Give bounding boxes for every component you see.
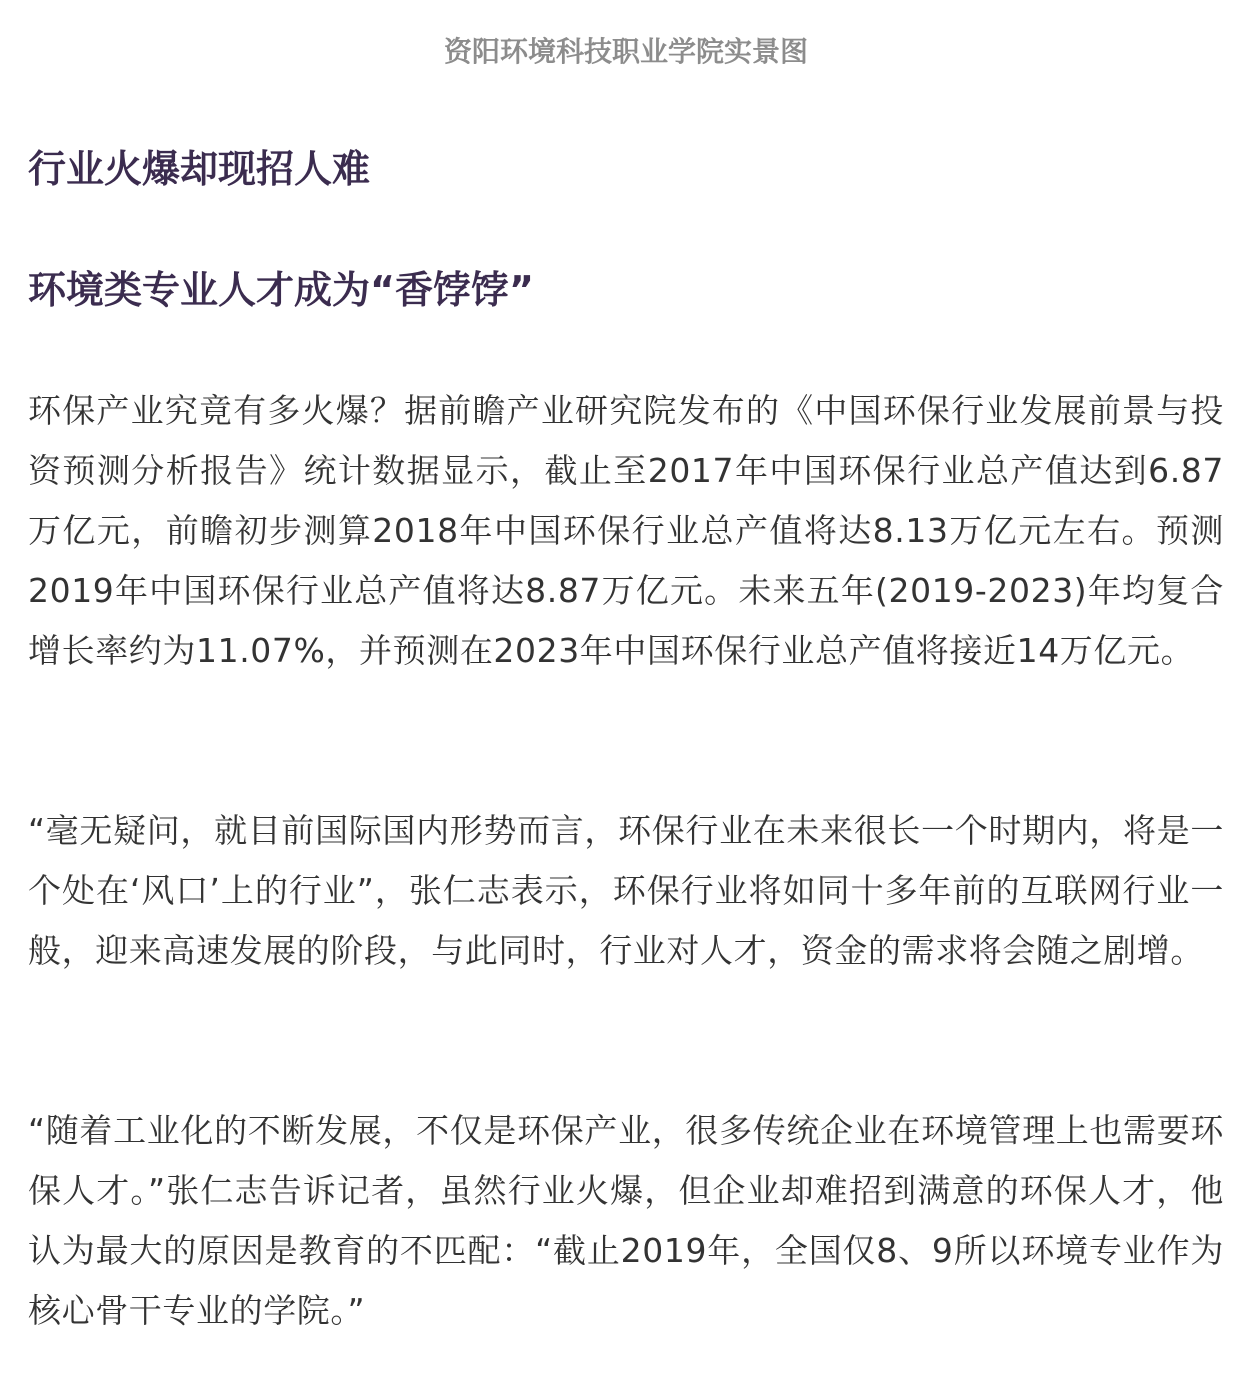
paragraph-quote-outlook: “毫无疑问，就目前国际国内形势而言，环保行业在未来很长一个时期内，将是一个处在‘风口’上的行业”，张仁志表示，环保行业将如同十多年前的互联网行业一般，迎来高速发展的阶段，与此同时，行业对人才，资金的需求将会随之剧增。 [28,811,1224,970]
section-heading-1: 行业火爆却现招人难 [28,147,371,191]
section-heading-2: 环境类专业人才成为“香饽饽” [28,268,534,312]
image-caption: 资阳环境科技职业学院实景图 [443,35,808,68]
paragraph-industry-stats: 环保产业究竟有多火爆？据前瞻产业研究院发布的《中国环保行业发展前景与投资预测分析报告》统计数据显示，截止至2017年中国环保行业总产值达到6.87万亿元，前瞻初步测算2018年中国环保行业总产值将达8.13万亿元左右。预测2019年中国环保行业总产值将达8.87万亿元。未来五年(2019-2023)年均复合增长率约为11.07%，并预测在2023年中国环保行业总产值将接近14万亿元。 [28,391,1224,670]
paragraph-quote-talent: “随着工业化的不断发展，不仅是环保产业，很多传统企业在环境管理上也需要环保人才。”张仁志告诉记者，虽然行业火爆，但企业却难招到满意的环保人才，他认为最大的原因是教育的不匹配：“截止2019年，全国仅8、9所以环境专业作为核心骨干专业的学院。” [28,1111,1224,1330]
